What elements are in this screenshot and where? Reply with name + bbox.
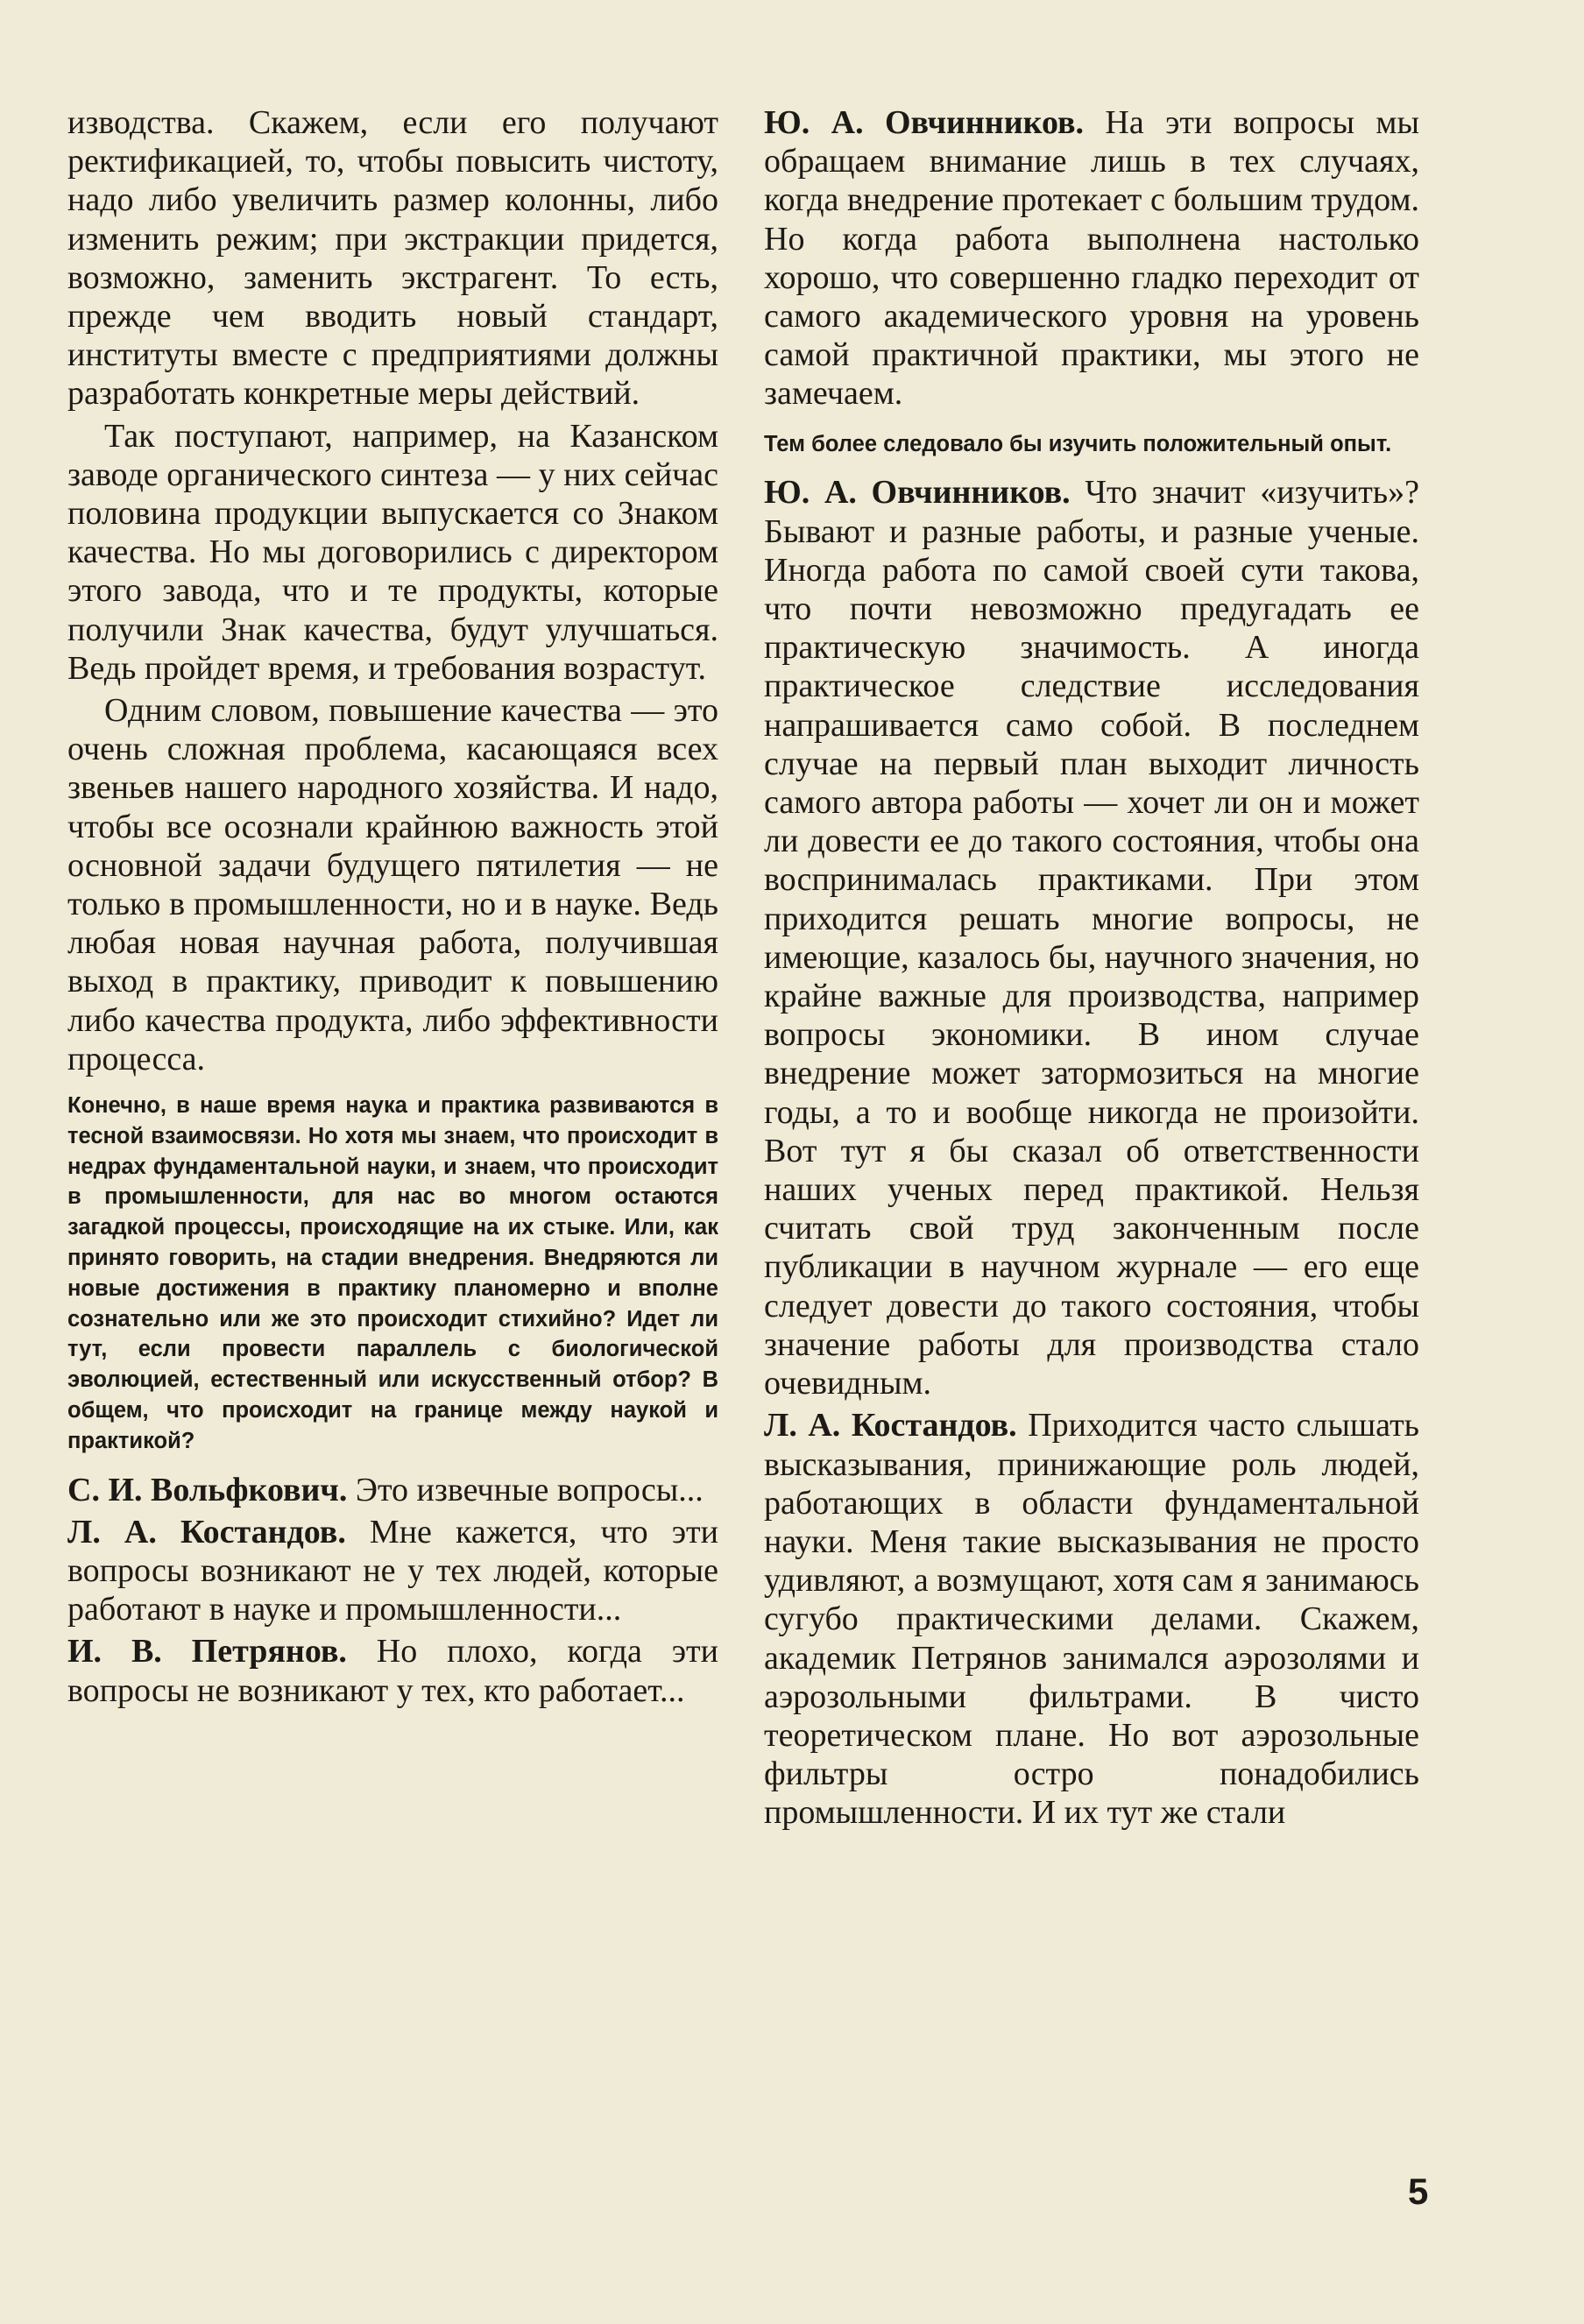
left-column [67,103,718,1713]
reply-text: На эти вопросы мы обращаем внимание лишь в тех случаях, когда внедрение протекает с большим трудом. Но когда работа выполнена настолько хорошо, что совершенно гладко переходит от самого академического уровня на уровень самой практичной практики, мы этого не замечаем. [764,104,1419,413]
interviewer-question: Конечно, в наше время наука и практика развиваются в тесной взаимосвязи. Но хотя мы знаем, что происходит в недрах фундаментальной науки, и знаем, что происходит в промышленности, для нас во многом остаются загадкой процессы, происходящие на их стыке. Или, как принято говорить, на стадии внедрения. Внедряются ли новые достижения в практику планомерно и вполне сознательно или же это происходит стихийно? Идет ли тут, если провести параллель с биологической эволюцией, естественный или искусственный отбор? В общем, что происходит на границе между наукой и практикой? [67,1093,718,1453]
paragraph-production: изводства. Скажем, если его получают ректификацией, то, чтобы повысить чистоту, надо либо увеличить размер колонны, либо изменить режим; при экстракции придется, возможно, заменить экстрагент. То есть, прежде чем вводить новый стандарт, институты вместе с предприятиями должны разработать конкретные меры действий. [67,104,718,413]
reply-text: Что значит «изучить»? Бывают и разные работы, и разные ученые. Иногда работа по самой своей сути такова, что почти невозможно предугадать ее практическую значимость. А иногда практическое следствие исследования напрашивается само собой. В последнем случае на первый план выходит личность самого автора работы — хочет ли он и может ли довести ее до такого состояния, чтобы она воспринималась практиками. При этом приходится решать многие вопросы, не имеющие, казалось бы, научного значения, но крайне важные для производства, например вопросы экономики. В ином случае внедрение может затормозиться на многие годы, а то и вообще никогда не произойти. Вот тут я бы сказал об ответственности наших ученых перед практикой. Нельзя считать свой труд законченным после публикации в научном журнале — его еще следует довести до такого состояния, чтобы значение работы для производства стало очевидным. [764,474,1419,1402]
reply-kostandov [764,1406,1419,1832]
reply-kostandov [67,1513,718,1629]
reply-ovchinnikov [764,473,1419,1402]
speaker-name: Л. А. Костандов. [764,1407,1017,1445]
speaker-name: Л. А. Костандов. [67,1513,346,1551]
speaker-name: Ю. А. Овчинников. [764,104,1085,141]
speaker-name: С. И. Вольфкович. [67,1471,348,1508]
reply-ovchinnikov [764,103,1419,413]
reply-petryanov [67,1632,718,1709]
right-column [764,103,1419,1836]
speaker-name: И. В. Петрянов. [67,1633,347,1671]
interviewer-question: Тем более следовало бы изучить положительный опыт. [764,431,1392,456]
reply-text: Мне кажется, что эти вопросы возникают не у тех людей, которые работают в науке и промышленности... [67,1513,719,1628]
paragraph-kazan-plant: Так поступают, например, на Казанском заводе органического синтеза — у них сейчас половина продукции выпускается со Знаком качества. Но мы договорились с директором этого завода, что и те продукты, которые получили Знак качества, будут улучшаться. Ведь пройдет время, и требования возрастут. [67,417,718,687]
reply-text: Но плохо, когда эти вопросы не возникают у тех, кто работает... [67,1633,718,1709]
paragraph-quality: Одним словом, повышение качества — это очень сложная проблема, касающаяся всех звеньев нашего народного хозяйства. И надо, чтобы все осознали крайнюю важность этой основной задачи будущего пятилетия — не только в промышленности, но и в науке. Ведь любая новая научная работа, получившая выход в практику, приводит к повышению либо качества продукта, либо эффективности процесса. [67,692,718,1077]
reply-volfkovich [67,1471,718,1509]
page-number: 5 [1408,2171,1429,2212]
speaker-name: Ю. А. Овчинников. [764,474,1071,512]
reply-text: Это извечные вопросы... [347,1471,704,1508]
reply-text: Приходится часто слышать высказывания, принижающие роль людей, работающих в области фундаментальной науки. Меня такие высказывания не просто удивляют, а возмущают, хотя сам я занимаюсь сугубо практическими делами. Скажем, академик Петрянов занимался аэрозолями и аэрозольными фильтрами. В чисто теоретическом плане. Но вот аэрозольные фильтры остро понадобились промышленности. И их тут же стали [764,1407,1420,1832]
